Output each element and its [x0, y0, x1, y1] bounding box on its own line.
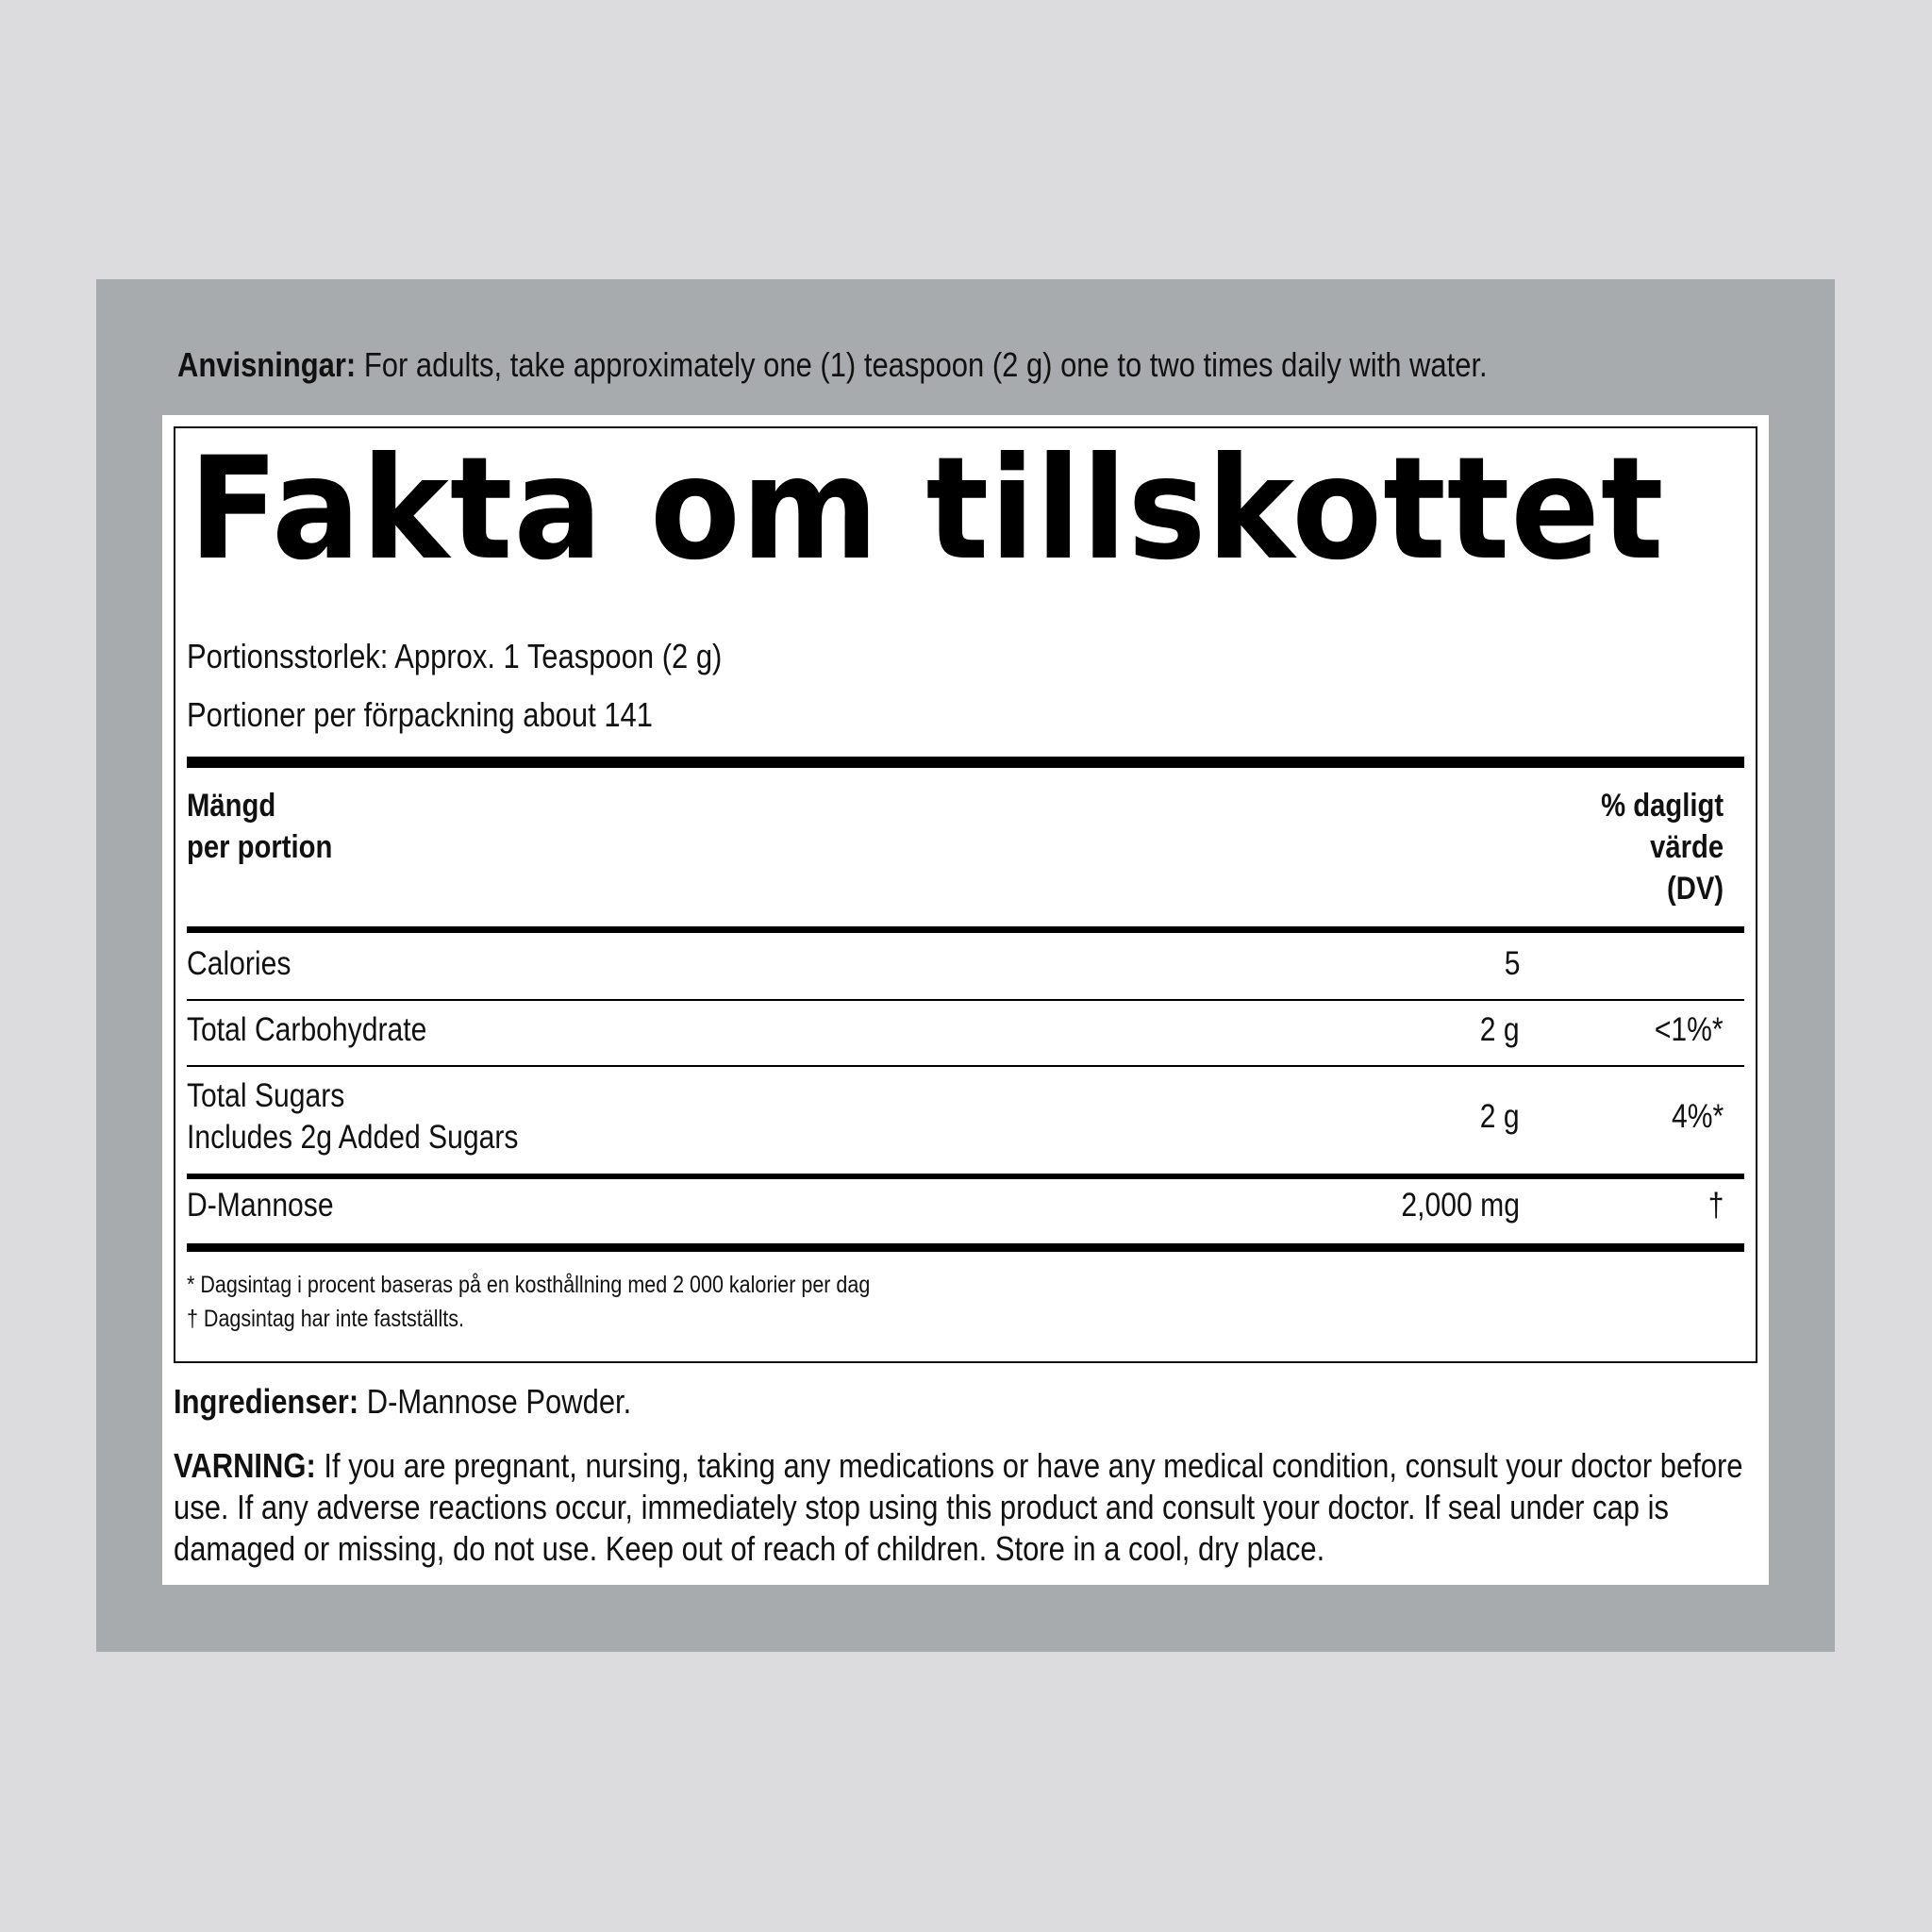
ingredients-label: Ingredienser:	[174, 1382, 359, 1421]
directions-label: Anvisningar:	[177, 345, 357, 384]
row-carbohydrate-amount: 2 g	[1480, 1011, 1520, 1048]
ingredients-body: D-Mannose Powder.	[358, 1382, 632, 1421]
divider-row	[187, 999, 1744, 1001]
row-mannose-dv: †	[1707, 1187, 1724, 1224]
row-sugars-amount: 2 g	[1480, 1098, 1520, 1135]
row-calories-label: Calories	[187, 945, 291, 982]
directions-text	[177, 341, 1557, 389]
thick-divider-top	[187, 757, 1744, 768]
ingredients-text	[174, 1381, 1932, 1423]
row-sugars-label: Total Sugars	[187, 1077, 345, 1114]
divider-header	[187, 926, 1744, 933]
row-mannose-amount: 2,000 mg	[1401, 1187, 1520, 1224]
divider-row	[187, 1065, 1744, 1067]
dv-header-line3: (DV)	[1666, 871, 1724, 907]
supplement-facts-box	[174, 426, 1757, 1363]
thick-divider-bottom	[187, 1243, 1744, 1252]
row-sugars-sublabel: Includes 2g Added Sugars	[187, 1119, 519, 1156]
amount-header	[187, 785, 332, 868]
dv-header-line1: % dagligt	[1601, 788, 1724, 824]
amount-header-line1: Mängd	[187, 788, 276, 824]
row-carbohydrate-label: Total Carbohydrate	[187, 1011, 427, 1048]
footnote-daily-value: * Dagsintag i procent baseras på en kosthållning med 2 000 kalorier per dag	[187, 1272, 871, 1298]
warning-text	[174, 1445, 1932, 1570]
warning-label: VARNING:	[174, 1446, 316, 1485]
dv-header	[1601, 785, 1724, 909]
row-calories-amount: 5	[1504, 945, 1520, 982]
warning-body: If you are pregnant, nursing, taking any medications or have any medical condition, consult your doctor before use. If any adverse reactions occur, immediately stop using this product and consult your doctor. If seal under cap is damaged or missing, do not use. Keep out of reach of children. Store in a cool, dry place.	[174, 1446, 1743, 1568]
dv-header-line2: värde	[1649, 829, 1724, 865]
row-carbohydrate-dv: <1%*	[1655, 1011, 1724, 1048]
footnote-not-established: † Dagsintag har inte fastställts.	[187, 1306, 464, 1332]
row-mannose-label: D-Mannose	[187, 1187, 334, 1224]
serving-size: Portionsstorlek: Approx. 1 Teaspoon (2 g)	[187, 637, 723, 675]
divider-thick-row	[187, 1174, 1744, 1179]
row-sugars-dv: 4%*	[1671, 1098, 1724, 1135]
facts-title: Fakta om tillskottet	[189, 427, 1665, 591]
directions-body: For adults, take approximately one (1) teaspoon (2 g) one to two times daily with water.	[356, 345, 1488, 384]
amount-header-line2: per portion	[187, 829, 333, 865]
servings-per-container: Portioner per förpackning about 141	[187, 695, 653, 734]
